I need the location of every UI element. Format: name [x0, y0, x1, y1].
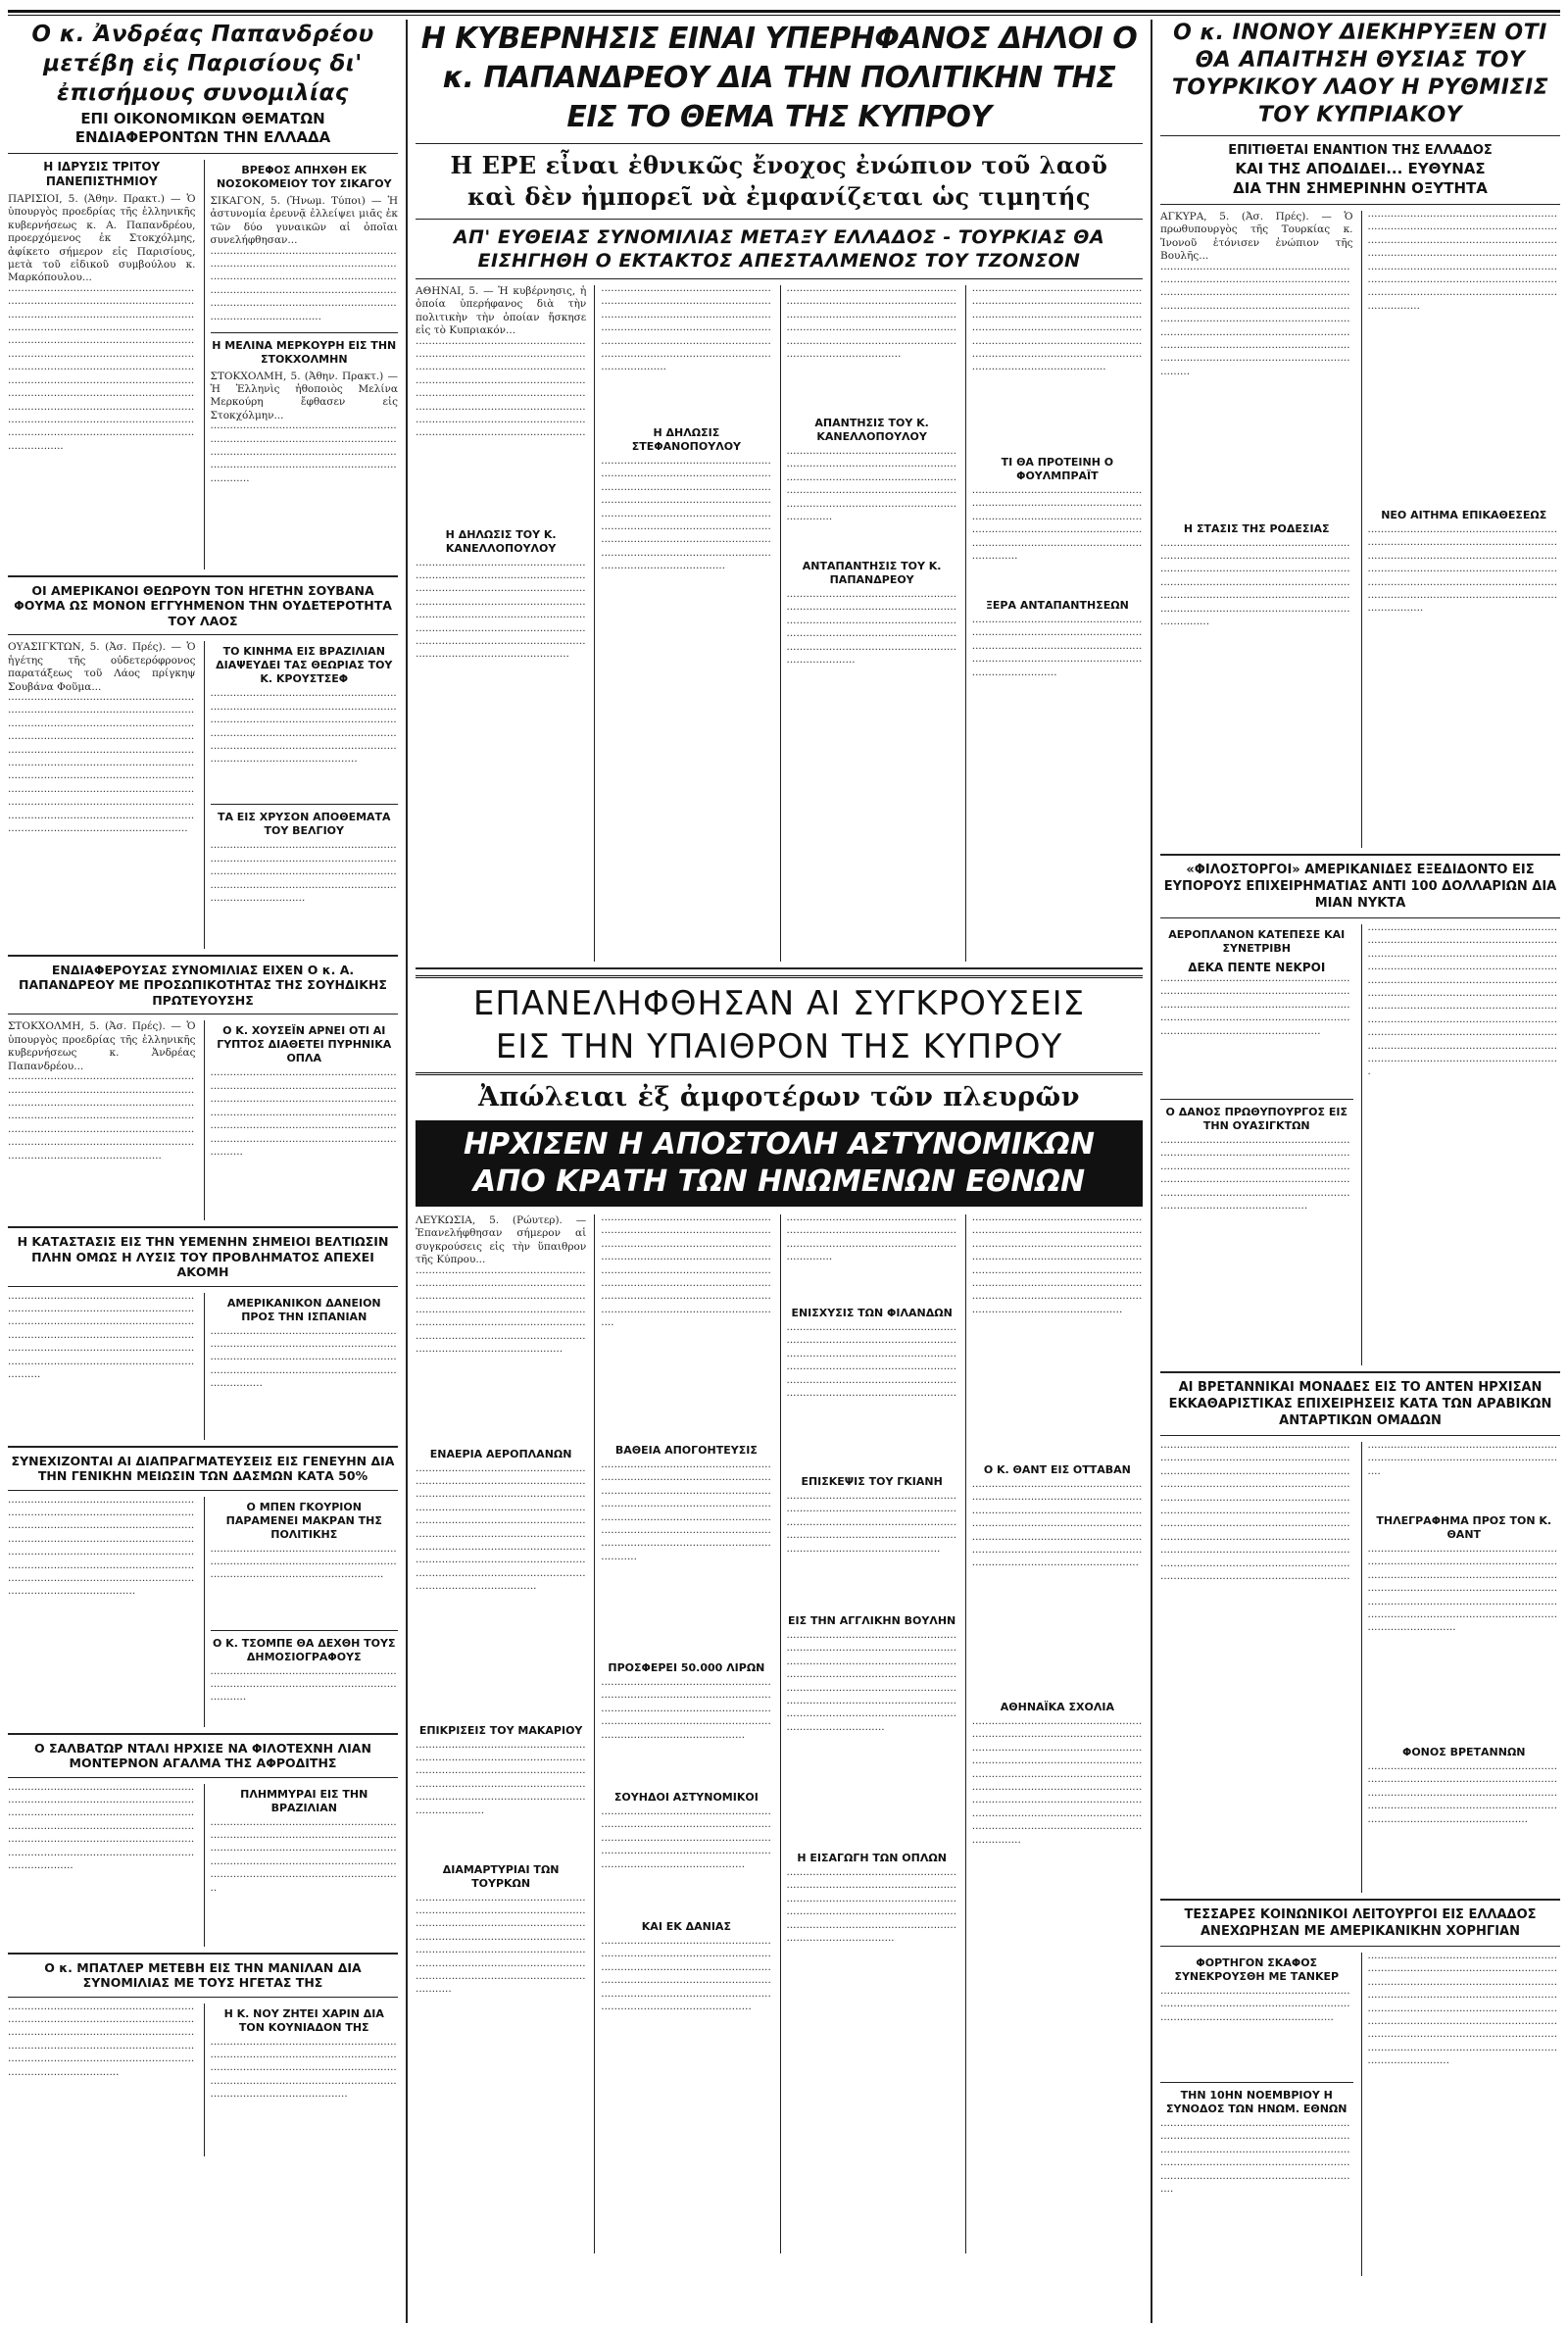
article-text: ··················································································································································································································································································	[786, 448, 957, 526]
danish-pm-headline: Ο ΔΑΝΟΣ ΠΡΩΘΥΠΟΥΡΓΟΣ ΕΙΣ ΤΗΝ ΟΥΑΣΙΓΚΤΩΝ	[1165, 1106, 1348, 1132]
finnish-reinforcement-subhead: ΕΝΙΣΧΥΣΙΣ ΤΩΝ ΦΙΛΑΝΔΩΝ	[791, 1307, 953, 1319]
thant-telegram-subhead: ΤΗΛΕΓΡΑΦΗΜΑ ΠΡΟΣ ΤΟΝ Κ. ΘΑΝΤ	[1376, 1514, 1552, 1541]
makarios-criticism-subhead: ΕΠΙΚΡΙΣΕΙΣ ΤΟΥ ΜΑΚΑΡΙΟΥ	[418, 1723, 583, 1737]
article-text: ··························································································································································································································································································································································································································	[971, 1214, 1143, 1318]
nasser-nuclear-headline: Ο Κ. ΧΟΥΣΕΪΝ ΑΡΝΕΙ ΟΤΙ ΑΙ ΓΥΠΤΟΣ ΔΙΑΘΕΤΕΙ ΠΥΡΗΝΙΚΑ ΟΠΛΑ	[217, 1024, 392, 1065]
social-workers-headline: ΤΕΣΣΑΡΕΣ ΚΟΙΝΩΝΙΚΟΙ ΛΕΙΤΟΥΡΓΟΙ ΕΙΣ ΕΛΛΑΔΟΣ ΑΝΕΧΩΡΗΣΑΝ ΜΕ ΑΜΕΡΙΚΑΝΙΚΗΝ ΧΟΡΗΓΙΑΝ	[1184, 1907, 1537, 1939]
article-text: ································································································································································································································································································································································	[8, 1292, 195, 1384]
papandreou-statement-text: ΑΘΗΝΑΙ, 5. — Ἡ κυβέρνησις, ἡ ὁποία ὑπερήφανος διὰ τὴν πολιτικὴν τὴν ὁποίαν ἤσκησε εἰς τὸ Κυπριακόν...	[416, 285, 587, 337]
article-text: ·············································································································································································································································································································································································	[1367, 526, 1558, 618]
article-text: ·······························································································································································································································································································································································································································································································································································································································································	[1367, 924, 1558, 1081]
stockholm-talks-headline: ΕΝΔΙΑΦΕΡΟΥΣΑΣ ΣΥΝΟΜΙΛΙΑΣ ΕΙΧΕΝ Ο κ. Α. ΠΑΠΑΝΔΡΕΟΥ ΜΕ ΠΡΟΣΩΠΙΚΟΤΗΤΑΣ ΤΗΣ ΣΟΥΗΔΙΚΗΣ ΠΡΩΤΕΥΟΥΣΗΣ	[19, 962, 387, 1008]
article-text: ·································································································································································································································································································································································	[971, 285, 1143, 376]
article-text: ···········································································································································································································································································································································································	[1160, 539, 1350, 631]
tanker-collision-headline: ΦΟΡΤΗΓΟΝ ΣΚΑΦΟΣ ΣΥΝΕΚΡΟΥΣΘΗ ΜΕ ΤΑΝΚΕΡ	[1174, 1956, 1340, 1983]
baby-text: ΣΙΚΑΓΟΝ, 5. (Ἡνωμ. Τύποι) — Ἡ ἀστυνομία ἐρευνᾷ ἐλλείψει μιᾶς ἐκ τῶν δύο γυναικῶν αἱ ὁποῖαι συνελήφθησαν...	[210, 195, 398, 247]
article-text: ·························································································································································································································································································	[1160, 975, 1350, 1040]
papandreou-paris-subhead-2: ΕΝΔΙΑΦΕΡΟΝΤΩΝ ΤΗΝ ΕΛΛΑΔΑ	[74, 128, 331, 146]
article-text: ···············································································································································································································································································································································	[1160, 1137, 1350, 1215]
brazil-floods-headline: ΠΛΗΜΜΥΡΑΙ ΕΙΣ ΤΗΝ ΒΡΑΖΙΛΙΑΝ	[240, 1787, 368, 1814]
turkish-protests-subhead: ΔΙΑΜΑΡΤΥΡΙΑΙ ΤΩΝ ΤΟΥΡΚΩΝ	[442, 1862, 560, 1890]
baby-headline: ΒΡΕΦΟΣ ΑΠΗΧΘΗ ΕΚ ΝΟΣΟΚΟΜΕΙΟΥ ΤΟΥ ΣΙΚΑΓΟΥ	[216, 164, 392, 190]
athenian-comments-subhead: ΑΘΗΝΑΪΚΑ ΣΧΟΛΙΑ	[1000, 1701, 1114, 1713]
article-text: ·························································································································································································································································································	[786, 591, 957, 669]
article-text: ·······················································································································································································································································································································································································	[601, 1461, 771, 1565]
article-text: ································································································································································································································································································································································	[210, 1069, 397, 1161]
article-text: ······································································································································································································································································································································································································································································	[601, 458, 771, 575]
swedish-police-subhead: ΣΟΥΗΔΟΙ ΑΣΤΥΝΟΜΙΚΟΙ	[613, 1791, 759, 1804]
article-text: ·······································································································································································································································································································	[786, 285, 957, 364]
plane-crash-headline: ΑΕΡΟΠΛΑΝΟΝ ΚΑΤΕΠΕΣΕ ΚΑΙ ΣΥΝΕΤΡΙΒΗ	[1168, 928, 1346, 955]
article-text: ··········································································································································································································································································································································································································	[786, 1632, 957, 1736]
article-text: ·········································································································································································	[1160, 1988, 1350, 2026]
article-text: ······································································································································································································································································································	[1160, 2120, 1350, 2199]
papandreou-paris-subhead-1: ΕΠΙ ΟΙΚΟΝΟΜΙΚΩΝ ΘΕΜΑΤΩΝ	[80, 110, 325, 127]
article-text: ························································································································································································································································································································	[786, 1324, 957, 1403]
ere-subheadline-2: καὶ δὲν ἠμπορεῖ νὰ ἐμφανίζεται ὡς τιμητής	[467, 182, 1091, 211]
article-text: ··········································································································································································································································································································································	[210, 690, 397, 768]
article-text: ·································································································································································································································································	[210, 842, 397, 907]
ben-gurion-headline: Ο ΜΠΕΝ ΓΚΟΥΡΙΟΝ ΠΑΡΑΜΕΝΕΙ ΜΑΚΡΑΝ ΤΗΣ ΠΟΛΙΤΙΚΗΣ	[225, 1500, 382, 1541]
article-text: ·····································································································································································································································································································································································································	[8, 1073, 195, 1164]
article-text: ·····························································································································	[210, 1667, 397, 1707]
article-text: ····················································································································································································································································	[210, 1327, 397, 1393]
gyani-visit-subhead: ΕΠΙΣΚΕΨΙΣ ΤΟΥ ΓΚΙΑΝΗ	[801, 1475, 943, 1488]
masthead-rule	[8, 10, 1560, 16]
article-text: ··············································································································································································································································································	[210, 2038, 397, 2103]
air-subhead: ΕΝΑΕΡΙΑ ΑΕΡΟΠΛΑΝΩΝ	[429, 1447, 572, 1460]
un-police-headline-2: ΑΠΟ ΚΡΑΤΗ ΤΩΝ ΗΝΩΜΕΝΩΝ ΕΘΝΩΝ	[472, 1164, 1086, 1199]
article-text: ···········································································································································································································································································································································································	[971, 1481, 1143, 1572]
article-text: ····························································································································································································································································	[601, 1679, 771, 1744]
center-column	[408, 20, 1152, 2323]
article-text: ······················································································································································································································································································································································································································································	[8, 1496, 195, 1601]
university-headline: Η ΙΔΡΥΣΙΣ ΤΡΙΤΟΥ ΠΑΝΕΠΙΣΤΗΜΙΟΥ	[43, 160, 161, 188]
rhodesia-subhead: Η ΣΤΑΣΙΣ ΤΗΣ ΡΟΔΕΣΙΑΣ	[1183, 521, 1330, 535]
plane-crash-subhead: ΔΕΚΑ ΠΕΝΤΕ ΝΕΚΡΟΙ	[1188, 961, 1326, 974]
article-text: ··········································································································································································································································	[971, 617, 1143, 681]
thant-ottawa-subhead: Ο Κ. ΘΑΝΤ ΕΙΣ ΟΤΤΑΒΑΝ	[983, 1463, 1131, 1476]
inonu-subhead-3: ΔΙΑ ΤΗΝ ΣΗΜΕΡΙΝΗΝ ΟΞΥΤΗΤΑ	[1233, 179, 1488, 197]
denmark-subhead: ΚΑΙ ΕΚ ΔΑΝΙΑΣ	[641, 1920, 731, 1933]
tshombe-headline: Ο Κ. ΤΣΟΜΠΕ ΘΑ ΔΕΧΘΗ ΤΟΥΣ ΔΗΜΟΣΙΟΓΡΑΦΟΥΣ	[212, 1636, 396, 1663]
article-text: ·······························································································································································································································································································································	[210, 247, 397, 325]
madame-nhu-headline: Η Κ. ΝΟΥ ΖΗΤΕΙ ΧΑΡΙΝ ΔΙΑ ΤΟΝ ΚΟΥΝΙΑΔΟΝ ΤΗΣ	[223, 2006, 384, 2034]
article-text: ·····································································································································································································································································································	[786, 1869, 957, 1948]
article-text: ······································································································································································································································································································································································································································	[1367, 211, 1558, 315]
article-text: ····································································································································································································································································································································································································································	[601, 1214, 771, 1332]
article-text: ·······························································································································································································································································································································	[8, 2003, 195, 2081]
philanthropic-headline: «ΦΙΛΟΣΤΟΡΓΟΙ» ΑΜΕΡΙΚΑΝΙΔΕΣ ΕΞΕΔΙΔΟΝΤΟ ΕΙΣ ΕΥΠΟΡΟΥΣ ΕΠΙΧΕΙΡΗΜΑΤΙΑΣ ΑΝΤΙ 100 ΔΟΛΛΑΡΙΩΝ ΔΙΑ ΜΙΑΝ ΝΥΚΤΑ	[1163, 863, 1557, 911]
article-text: ······························································································································································································································································································································································································································································································································································································································································	[1160, 1442, 1350, 1586]
ere-subheadline-1: Η ΕΡΕ εἶναι ἐθνικῶς ἔνοχος ἐνώπιον τοῦ λαοῦ	[450, 151, 1108, 179]
nato-subhead: ΝΕΟ ΑΙΤΗΜΑ ΕΠΙΚΑΘΕΣΕΩΣ	[1381, 509, 1547, 521]
article-text: ··················································································································································································································································································	[971, 487, 1143, 566]
disappointment-subhead: ΒΑΘΕΙΑ ΑΠΟΓΟΗΤΕΥΣΙΣ	[614, 1444, 758, 1457]
papandreou-paris-text: ΠΑΡΙΣΙΟΙ, 5. (Ἀθην. Πρακτ.) — Ὁ ὑπουργὸς προεδρίας τῆς ἑλληνικῆς κυβερνήσεως κ. Α. Παπανδρέου, προερχόμενος ἐκ Στοκχόλμης, ἀφίκετο σήμερον εἰς Παρισίους, μετὰ τοῦ εἰδικοῦ συμβούλου κ. Μαρκόπουλου...	[8, 193, 196, 284]
article-text: ····························································································································································································································································	[601, 1808, 771, 1873]
stefanopoulos-subhead: Η ΔΗΛΩΣΙΣ ΣΤΕΦΑΝΟΠΟΥΛΟΥ	[631, 426, 742, 453]
article-text: ·························································································································································································································································································	[416, 1741, 586, 1819]
left-column	[8, 20, 408, 2323]
inonu-text: ΑΓΚΥΡΑ, 5. (Ἀσ. Πρές). — Ὁ πρωθυπουργὸς τῆς Τουρκίας κ. Ἰνονοῦ ἐτόνισεν ἐνώπιον τῆς Βουλῆς...	[1160, 211, 1353, 263]
article-text: ·······················································································································································································································································································································································································	[416, 1894, 586, 1999]
british-killed-subhead: ΦΟΝΟΣ ΒΡΕΤΑΝΝΩΝ	[1401, 1746, 1526, 1758]
losses-subheadline: Ἀπώλειαι ἐξ ἀμφοτέρων τῶν πλευρῶν	[478, 1082, 1080, 1113]
papandreou-paris-headline: Ο κ. Ἀνδρέας Παπανδρέου μετέβη εἰς Παρισίους δι' ἐπισήμους συνομιλίας	[31, 22, 374, 106]
article-text: ·····································································································································································································································································································································································	[416, 1266, 586, 1359]
stockholm-talks-text: ΣΤΟΚΧΟΛΜΗ, 5. (Ἀσ. Πρές). — Ὁ ὑπουργὸς προεδρίας τῆς ἑλληνικῆς κυβερνήσεως κ. Ἀνδρέας Παπανδρέου...	[8, 1020, 196, 1072]
cyprus-clashes-headline-1: ΕΠΑΝΕΛΗΦΘΗΣΑΝ ΑΙ ΣΥΓΚΡΟΥΣΕΙΣ	[472, 984, 1086, 1023]
geneva-tariffs-headline: ΣΥΝΕΧΙΖΟΝΤΑΙ ΑΙ ΔΙΑΠΡΑΓΜΑΤΕΥΣΕΙΣ ΕΙΣ ΓΕΝΕΥΗΝ ΔΙΑ ΤΗΝ ΓΕΝΙΚΗΝ ΜΕΙΩΣΙΝ ΤΩΝ ΔΑΣΜΩΝ ΚΑΤΑ 50%	[11, 1453, 395, 1484]
inonu-subhead-2: ΚΑΙ ΤΗΣ ΑΠΟΔΙΔΕΙ... ΕΥΘΥΝΑΣ	[1235, 160, 1486, 177]
direct-talks-headline: ΑΠ' ΕΥΘΕΙΑΣ ΣΥΝΟΜΙΛΙΑΣ ΜΕΤΑΞΥ ΕΛΛΑΔΟΣ - ΤΟΥΡΚΙΑΣ ΘΑ ΕΙΣΗΓΗΘΗ Ο ΕΚΤΑΚΤΟΣ ΑΠΕΣΤΑΛΜΕΝΟΣ ΤΟΥ ΤΖΟΝΣΟΝ	[453, 226, 1105, 272]
inonu-subhead-1: ΕΠΙΤΙΘΕΤΑΙ ΕΝΑΝΤΙΟΝ ΤΗΣ ΕΛΛΑΔΟΣ	[1228, 143, 1493, 158]
cyprus-clashes-headline-2: ΕΙΣ ΤΗΝ ΥΠΑΙΘΡΟΝ ΤΗΣ ΚΥΠΡΟΥ	[495, 1027, 1063, 1066]
souvanna-phouma-text: ΟΥΑΣΙΓΚΤΩΝ, 5. (Ἀσ. Πρές). — Ὁ ἡγέτης τῆς οὐδετερόφρονος παρατάξεως τοῦ Λάος πρίγκηψ Σουβάνα Φοῦμα...	[8, 641, 196, 693]
yemen-headline: Η ΚΑΤΑΣΤΑΣΙΣ ΕΙΣ ΤΗΝ ΥΕΜΕΝΗΝ ΣΗΜΕΙΟΙ ΒΕΛΤΙΩΣΙΝ ΠΛΗΝ ΟΜΩΣ Η ΛΥΣΙΣ ΤΟΥ ΠΡΟΒΛΗΜΑΤΟΣ ΑΠΕΧΕΙ ΑΚΟΜΗ	[17, 1234, 389, 1280]
article-text: ··········································································································································································	[786, 1214, 957, 1266]
article-text: ············································································································································································································································································································································	[601, 285, 771, 376]
cyprus-clashes-block	[416, 975, 1143, 1075]
fulbright-subhead: ΤΙ ΘΑ ΠΡΟΤΕΙΝΗ Ο ΦΟΥΛΜΠΡΑΪΤ	[1001, 456, 1114, 482]
mercouri-headline: Η ΜΕΛΙΝΑ ΜΕΡΚΟΥΡΗ ΕΙΣ ΤΗΝ ΣΤΟΚΧΟΛΜΗΝ	[212, 338, 397, 366]
article-text: ·········································································································································································································································································································································································································································································································	[1367, 1953, 1558, 2070]
aden-headline: ΑΙ ΒΡΕΤΑΝΝΙΚΑΙ ΜΟΝΑΔΕΣ ΕΙΣ ΤΟ ΑΝΤΕΝ ΗΡΧΙΣΑΝ ΕΚΚΑΘΑΡΙΣΤΙΚΑΣ ΕΠΙΧΕΙΡΗΣΕΙΣ ΚΑΤΑ ΤΩΝ ΑΡΑΒΙΚΩΝ ΑΝΤΑΡΤΙΚΩΝ ΟΜΑΔΩΝ	[1168, 1380, 1552, 1428]
kanellopoulos-answer-subhead: ΑΠΑΝΤΗΣΙΣ ΤΟΥ Κ. ΚΑΝΕΛΛΟΠΟΥΛΟΥ	[814, 417, 929, 443]
article-text: ·························································································································································································································································································································································································································································································	[1160, 263, 1350, 380]
cyprus-clashes-text: ΛΕΥΚΩΣΙΑ, 5. (Ρώυτερ). — Ἐπανελήφθησαν σήμερον αἱ συγκρούσεις εἰς τὴν ὕπαιθρον τῆς Κύπρου...	[416, 1214, 587, 1266]
butler-manila-headline: Ο κ. ΜΠΑΤΛΕΡ ΜΕΤΕΒΗ ΕΙΣ ΤΗΝ ΜΑΝΙΛΑΝ ΔΙΑ ΣΥΝΟΜΙΛΙΑΣ ΜΕ ΤΟΥΣ ΗΓΕΤΑΣ ΤΗΣ	[44, 1959, 362, 1991]
article-text: ··················································································································································································································································································································	[601, 1938, 771, 2016]
spain-loan-headline: ΑΜΕΡΙΚΑΝΙΚΟΝ ΔΑΝΕΙΟΝ ΠΡΟΣ ΤΗΝ ΙΣΠΑΝΙΑΝ	[226, 1296, 381, 1323]
rejoinders-subhead: ΞΕΡΑ ΑΝΤΑΠΑΝΤΗΣΕΩΝ	[985, 599, 1129, 612]
article-text: ···································································································································································································································································································································································································································································································	[971, 1718, 1143, 1849]
papandreou-counter-subhead: ΑΝΤΑΠΑΝΤΗΣΙΣ ΤΟΥ Κ. ΠΑΠΑΝΔΡΕΟΥ	[802, 560, 942, 586]
article-text: ·······················································································································································································································································································································································································	[1367, 1546, 1558, 1637]
article-text: ··········································································································································································································································································································································································	[8, 1783, 195, 1875]
brazil-coup-headline: ΤΟ ΚΙΝΗΜΑ ΕΙΣ ΒΡΑΖΙΛΙΑΝ ΔΙΑΨΕΥΔΕΙ ΤΑΣ ΘΕΩΡΙΑΣ ΤΟΥ Κ. ΚΡΟΥΣΤΣΕΦ	[216, 645, 393, 686]
article-text: ················································································································································································································································	[210, 422, 397, 487]
right-column	[1152, 20, 1560, 2323]
article-text: ···························································································································································································································································································································································································································	[416, 559, 586, 664]
kanellopoulos-reply-subhead: Η ΔΗΛΩΣΙΣ ΤΟΥ Κ. ΚΑΝΕΛΛΟΠΟΥΛΟΥ	[445, 527, 557, 555]
article-text: ·························································································································································································································································································································································································································································································································	[416, 1464, 586, 1596]
belgium-gold-headline: ΤΑ ΕΙΣ ΧΡΥΣΟΝ ΑΠΟΘΕΜΑΤΑ ΤΟΥ ΒΕΛΓΙΟΥ	[217, 811, 391, 838]
article-text: ·················································································································································································································································································································································································································································································································································································································································	[8, 693, 195, 838]
article-text: ························································································································	[1367, 1442, 1558, 1480]
article-text: ·························································································································································································································································································	[1367, 1763, 1558, 1828]
article-text: ·······································································································································································	[210, 1545, 397, 1584]
un-police-banner	[416, 1120, 1143, 1207]
article-text: ·······························································································································································································································································	[786, 1493, 957, 1558]
article-text: ·······························································································································································································································································································	[210, 1818, 397, 1897]
dali-headline: Ο ΣΑΛΒΑΤΩΡ ΝΤΑΛΙ ΗΡΧΙΣΕ ΝΑ ΦΙΛΟΤΕΧΝΗ ΛΙΑΝ ΜΟΝΤΕΡΝΟΝ ΑΓΑΛΜΑ ΤΗΣ ΑΦΡΟΔΙΤΗΣ	[34, 1740, 371, 1771]
british-parliament-subhead: ΕΙΣ ΤΗΝ ΑΓΓΛΙΚΗΝ ΒΟΥΛΗΝ	[788, 1614, 956, 1627]
article-text: ·····························································································································································································································································································································································································································································································································································································································································································································	[8, 284, 195, 455]
inonu-headline: Ο κ. ΙΝΟΝΟΥ ΔΙΕΚΗΡΥΞΕΝ ΟΤΙ ΘΑ ΑΠΑΙΤΗΣΗ ΘΥΣΙΑΣ ΤΟΥ ΤΟΥΡΚΙΚΟΥ ΛΑΟΥ Η ΡΥΘΜΙΣΙΣ ΤΟΥ ΚΥΠΡΙΑΚΟΥ	[1171, 21, 1549, 127]
arms-import-subhead: Η ΕΙΣΑΓΩΓΗ ΤΩΝ ΟΠΛΩΝ	[797, 1852, 947, 1864]
main-banner-headline: Η ΚΥΒΕΡΝΗΣΙΣ ΕΙΝΑΙ ΥΠΕΡΗΦΑΝΟΣ ΔΗΛΟΙ Ο κ. ΠΑΠΑΝΔΡΕΟΥ ΔΙΑ ΤΗΝ ΠΟΛΙΤΙΚΗΝ ΤΗΣ ΕΙΣ ΤΟ ΘΕΜΑ ΤΗΣ ΚΥΠΡΟΥ	[420, 22, 1138, 134]
article-text: ································································································································································································································································································································································································································	[416, 337, 586, 442]
mercouri-text: ΣΤΟΚΧΟΛΜΗ, 5. (Ἀθην. Πρακτ.) — Ἡ Ἑλληνὶς ἠθοποιὸς Μελίνα Μερκούρη ἔφθασεν εἰς Στοκχόλμην...	[210, 370, 398, 421]
un-assembly-headline: ΤΗΝ 10ΗΝ ΝΟΕΜΒΡΙΟΥ Η ΣΥΝΟΔΟΣ ΤΩΝ ΗΝΩΜ. ΕΘΝΩΝ	[1166, 2089, 1348, 2115]
souvanna-phouma-headline: ΟΙ ΑΜΕΡΙΚΑΝΟΙ ΘΕΩΡΟΥΝ ΤΟΝ ΗΓΕΤΗΝ ΣΟΥΒΑΝΑ ΦΟΥΜΑ ΩΣ ΜΟΝΟΝ ΕΓΓΥΗΜΕΝΟΝ ΤΗΝ ΟΥΔΕΤΕΡΟΤΗΤΑ ΤΟΥ ΛΑΟΣ	[14, 582, 392, 628]
un-police-headline-1: ΗΡΧΙΣΕΝ Η ΑΠΟΣΤΟΛΗ ΑΣΤΥΝΟΜΙΚΩΝ	[464, 1127, 1095, 1162]
offer-50000-subhead: ΠΡΟΣΦΕΡΕΙ 50.000 ΛΙΡΩΝ	[608, 1661, 765, 1674]
